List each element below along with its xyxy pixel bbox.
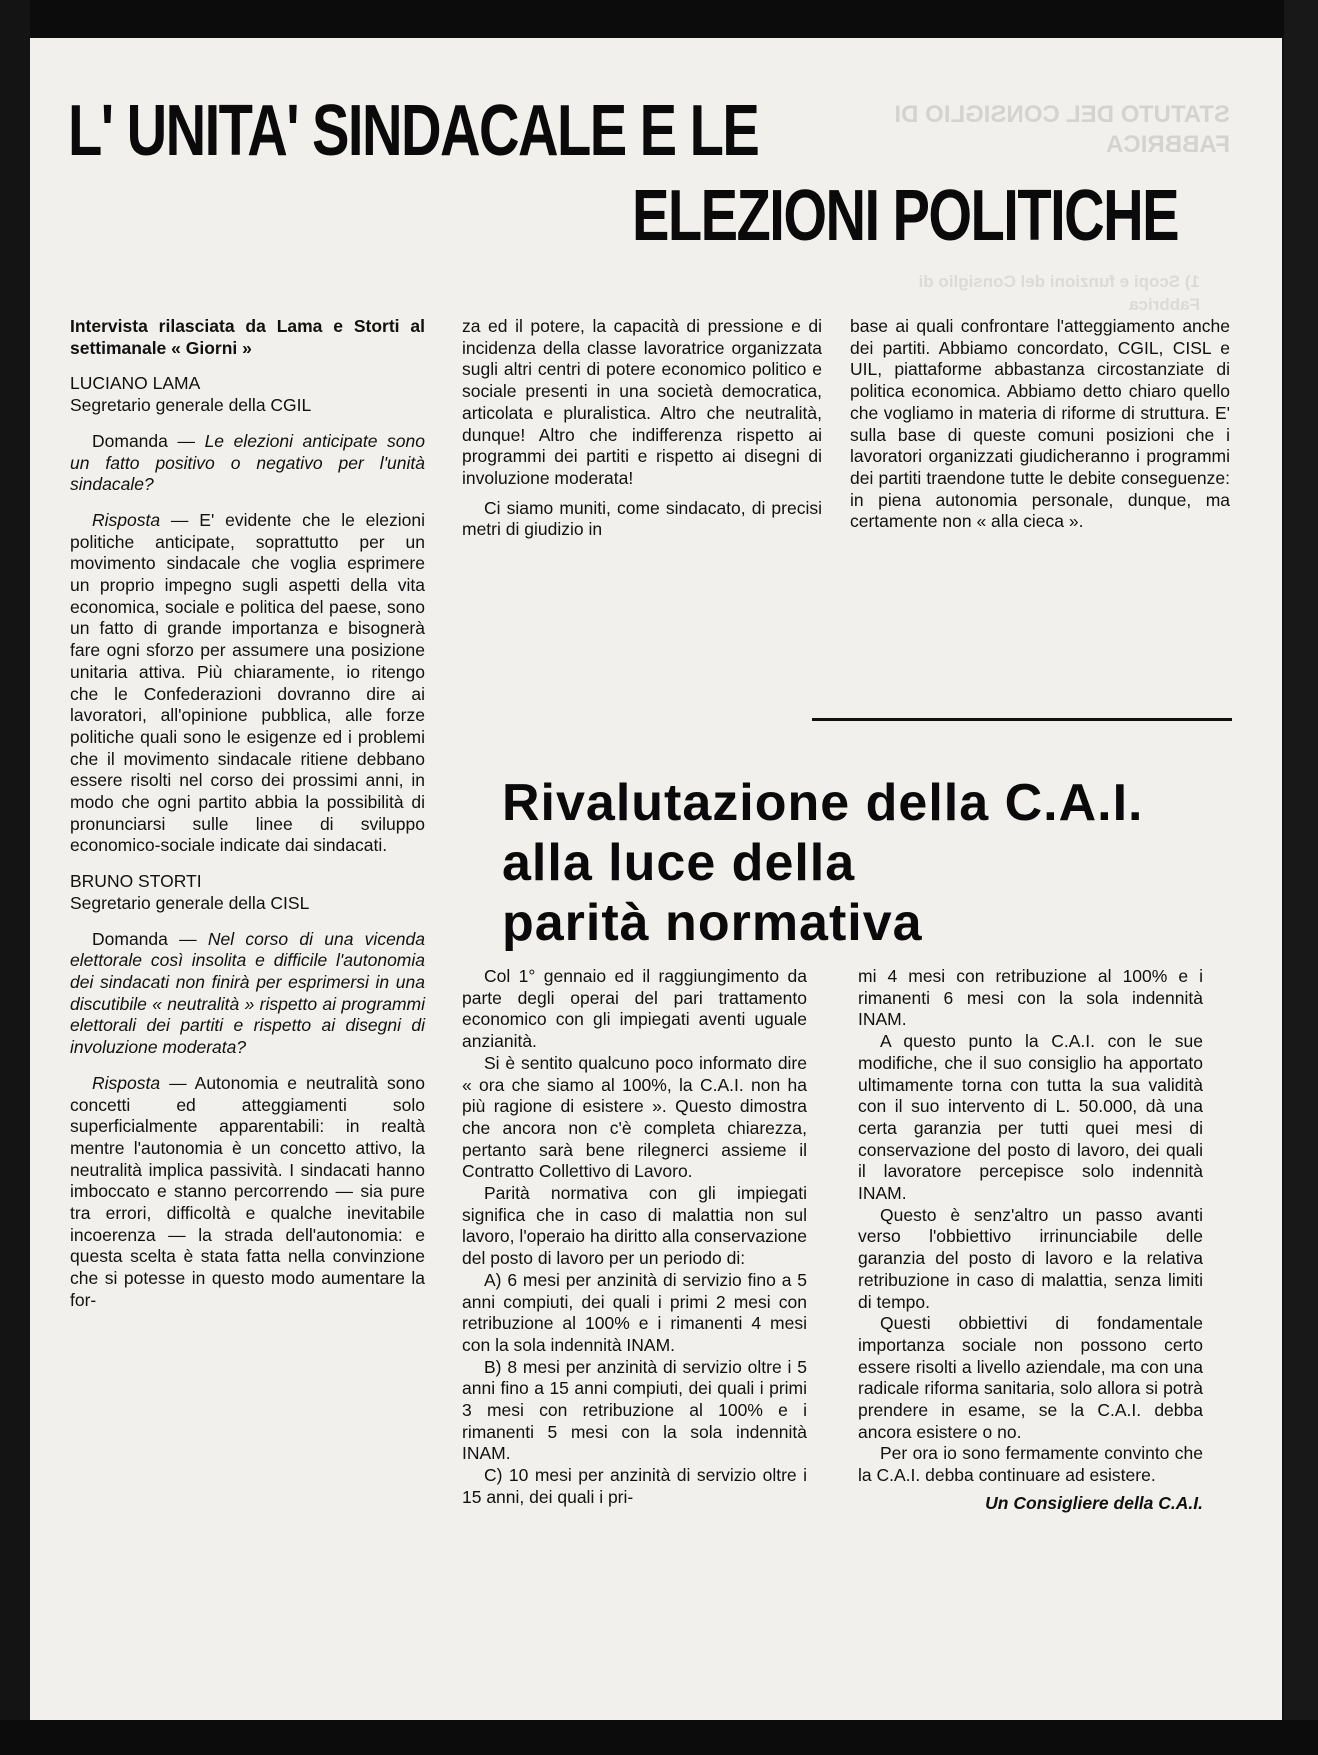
scan-border-left xyxy=(0,0,30,1755)
person2-name: BRUNO STORTI xyxy=(70,871,202,892)
cai-left-p2: Si è sentito qualcuno poco informato dire « ora che siamo al 100%, la C.A.I. non ha più ragione di esistere ». Questo dimostra che ancora non c'è completa chiarezza, pertanto sarà bene rilegnerci assieme il Contratto Collettivo di Lavoro. xyxy=(462,1052,807,1182)
scan-border-right xyxy=(1284,0,1318,1755)
question-1-text: Le elezioni anticipate sono un fatto positivo o negativo per l'unità sindacale? xyxy=(70,430,425,495)
article2-title-line-3: parità normativa xyxy=(502,894,923,952)
person1-role: Segretario generale della CGIL xyxy=(70,395,312,416)
question-2 xyxy=(70,929,425,1059)
answer-1 xyxy=(70,510,425,857)
interview-col2-p2: Ci siamo muniti, come sindacato, di precisi metri di giudizio in xyxy=(462,497,822,540)
cai-column-left xyxy=(462,966,807,1509)
headline-line-2: ELEZIONI POLITICHE xyxy=(632,176,1179,256)
cai-left-item-a: A) 6 mesi per anzinità di servizio fino a 5 anni compiuti, dei quali i primi 2 mesi con retribuzione al 100% e i rimanenti 4 mesi con la sola indennità INAM. xyxy=(462,1269,807,1355)
interview-intro: Intervista rilasciata da Lama e Storti al settimanale « Giorni » xyxy=(70,316,425,358)
cai-right-p4: Per ora io sono fermamente convinto che la C.A.I. debba continuare ad esistere. xyxy=(858,1443,1203,1486)
cai-left-item-b: B) 8 mesi per anzinità di servizio oltre i 5 anni fino a 15 anni compiuti, dei quali i primi 3 mesi con retribuzione al 100% e i rimanenti 5 mesi con la sola indennità INAM. xyxy=(462,1356,807,1464)
question-2-label: Domanda — xyxy=(92,928,197,949)
person2-role: Segretario generale della CISL xyxy=(70,892,310,913)
interview-col2-p1: za ed il potere, la capacità di pressione e di incidenza della classe lavoratrice organizzata sugli altri centri di potere economico politico e sociale presenti in una società democratica, articolata e pluralistica. Altro che neutralità, dunque! Altro che indifferenza rispetto ai programmi dei partiti e rispetto ai disegni di involuzione moderata! xyxy=(462,316,822,488)
answer-2-label: Risposta — xyxy=(92,1072,187,1093)
section-divider xyxy=(812,718,1232,721)
answer-1-label: Risposta — xyxy=(92,509,189,530)
bleed-through-heading: STATUTO DEL CONSIGLIO DI FABBRICA xyxy=(894,101,1230,158)
question-1 xyxy=(70,431,425,496)
cai-left-p3: Parità normativa con gli impiegati significa che in caso di malattia non sul lavoro, l'operaio ha diritto alla conservazione del posto di lavoro per un periodo di: xyxy=(462,1183,807,1269)
interview-column-2 xyxy=(462,316,822,541)
cai-signature: Un Consigliere della C.A.I. xyxy=(985,1492,1203,1513)
magazine-page xyxy=(30,38,1282,1720)
cai-left-p1: Col 1° gennaio ed il raggiungimento da parte degli operai del pari trattamento economico con gli impiegati aventi uguale anzianità. xyxy=(462,966,807,1052)
scan-border-top xyxy=(0,0,1318,38)
interview-column-3 xyxy=(850,316,1230,533)
cai-right-p3: Questi obbiettivi di fondamentale importanza sociale non possono certo essere risolti a livello aziendale, ma con una radicale riforma sanitaria, solo allora si potrà prendere in esame, se la C.A.I. debba ancora esistere o no. xyxy=(858,1313,1203,1442)
article2-title-line-2: alla luce della xyxy=(502,834,856,892)
article2-title xyxy=(502,773,1143,953)
cai-column-right xyxy=(858,966,1203,1515)
scan-border-bottom xyxy=(0,1720,1318,1755)
interview-col3-p1: base ai quali confrontare l'atteggiamento anche dei partiti. Abbiamo concordato, CGIL, CISL e UIL, piattaforme abbastanza circostanziate di politica economica. Abbiamo detto chiaro quello che vogliamo in materia di riforme di struttura. E' sulla base di queste comuni posizioni che i lavoratori organizzati giudicheranno i programmi dei partiti traendone tutte le debite conseguenze: in piena autonomia personale, dunque, ma certamente non « alla cieca ». xyxy=(850,316,1230,532)
question-1-label: Domanda — xyxy=(92,430,195,451)
person1-name: LUCIANO LAMA xyxy=(70,373,201,394)
cai-left-item-c: C) 10 mesi per anzinità di servizio oltre i 15 anni, dei quali i pri- xyxy=(462,1465,807,1507)
answer-2 xyxy=(70,1073,425,1312)
answer-2-text: Autonomia e neutralità sono concetti ed atteggiamenti solo superficialmente apparentabili: in realtà mentre l'autonomia è un concetto attivo, la neutralità implica passività. I sindacati hanno imboccato e stanno percorrendo — sia pure tra errori, difficoltà e qualche inevitabile incoerenza — la strada dell'autonomia: e questa scelta è stata fatta nella convinzione che si potesse in questo modo aumentare la for- xyxy=(70,1072,425,1310)
headline-line-1: L' UNITA' SINDACALE E LE xyxy=(68,91,759,171)
article2-title-line-1: Rivalutazione della C.A.I. xyxy=(502,774,1144,832)
cai-right-p1: A questo punto la C.A.I. con le sue modifiche, che il suo consiglio ha apportato ultimamente torna con tutta la sua validità con il suo intervento di L. 50.000, dà una certa garanzia per tutti quei mesi di conservazione del posto di lavoro, dei quali il lavoratore percepisce solo indennità INAM. xyxy=(858,1031,1203,1204)
cai-right-p0: mi 4 mesi con retribuzione al 100% e i rimanenti 6 mesi con la sola indennità INAM. xyxy=(858,966,1203,1030)
cai-right-p2: Questo è senz'altro un passo avanti verso l'obbiettivo irrinunciabile delle garanzia del posto di lavoro e la relativa retribuzione in caso di malattia, senza limiti di tempo. xyxy=(858,1204,1203,1312)
question-2-text: Nel corso di una vicenda elettorale così insolita e difficile l'autonomia dei sindacati non finirà per esprimersi in una discutibile « neutralità » rispetto ai programmi elettorali dei partiti e rispetto ai disegni di involuzione moderata? xyxy=(70,928,426,1058)
interview-column-1 xyxy=(70,316,425,1312)
bleed-through-subheading: 1) Scopi e funzioni del Consiglio di Fabbrica xyxy=(918,272,1200,314)
answer-1-text: E' evidente che le elezioni politiche anticipate, soprattutto per un movimento sindacale che voglia esprimere un proprio impegno sugli aspetti della vita economica, sociale e politica del paese, sono un fatto di grande importanza e bisognerà fare ogni sforzo per assumere una posizione unitaria attiva. Più chiaramente, io ritengo che le Confederazioni dovranno dire ai lavoratori, all'opinione pubblica, alle forze politiche quali sono le esigenze ed i problemi che il movimento sindacale ritiene debbano essere risolti nel corso dei prossimi anni, in modo che ogni partito abbia la possibilità di pronunciarsi sulle linee di sviluppo economico-sociale indicate dai sindacati. xyxy=(70,509,425,856)
